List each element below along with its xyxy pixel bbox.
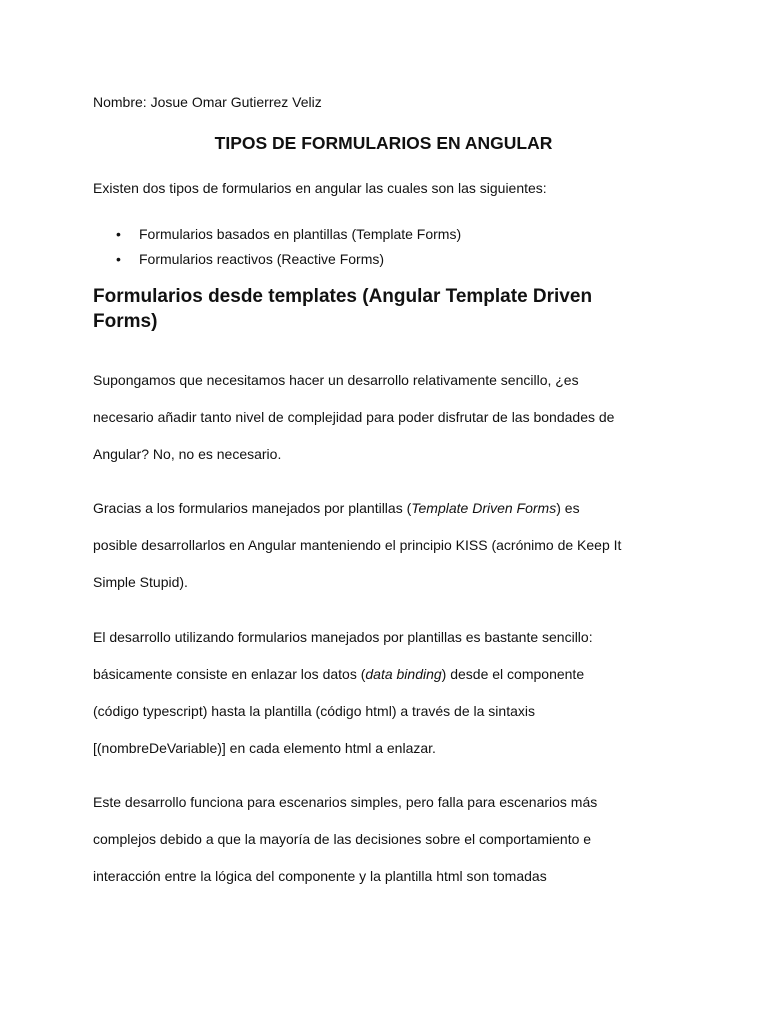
paragraph-line: posible desarrollarlos en Angular manteniendo el principio KISS (acrónimo de Keep It [93,537,622,553]
author-line: Nombre: Josue Omar Gutierrez Veliz [93,94,322,110]
paragraph-3 [93,619,693,767]
document-title: TIPOS DE FORMULARIOS EN ANGULAR [214,133,553,153]
paragraph-2 [93,490,693,601]
paragraph-line [93,656,693,693]
emphasis-text: Template Driven Forms [411,500,557,516]
paragraph-1 [93,362,693,473]
intro-paragraph: Existen dos tipos de formularios en angular las cuales son las siguientes: [93,180,547,196]
bullet-icon: • [116,226,121,242]
paragraph-line: Simple Stupid). [93,574,188,590]
text-run: Gracias a los formularios manejados por plantillas ( [93,500,412,516]
paragraph-line: Este desarrollo funciona para escenarios simples, pero falla para escenarios más [93,794,598,810]
paragraph-line: Angular? No, no es necesario. [93,446,282,462]
bullet-list [93,222,461,272]
list-item [93,247,461,272]
bullet-icon: • [116,251,121,267]
paragraph-line: [(nombreDeVariable)] en cada elemento html a enlazar. [93,740,436,756]
paragraph-line: complejos debido a que la mayoría de las decisiones sobre el comportamiento e [93,831,592,847]
paragraph-4 [93,784,693,895]
paragraph-line: necesario añadir tanto nivel de complejidad para poder disfrutar de las bondades de [93,409,615,425]
list-item-text: Formularios reactivos (Reactive Forms) [139,251,385,267]
paragraph-line [93,490,693,527]
paragraph-line: (código typescript) hasta la plantilla (código html) a través de la sintaxis [93,703,535,719]
list-item-text: Formularios basados en plantillas (Template Forms) [139,226,462,242]
paragraph-line: El desarrollo utilizando formularios manejados por plantillas es bastante sencillo: [93,629,593,645]
paragraph-line: interacción entre la lógica del componente y la plantilla html son tomadas [93,868,547,884]
text-run: ) es [556,500,580,516]
list-item [93,222,461,247]
emphasis-text: data binding [365,666,442,682]
text-run: básicamente consiste en enlazar los datos ( [93,666,366,682]
paragraph-line: Supongamos que necesitamos hacer un desarrollo relativamente sencillo, ¿es [93,372,579,388]
section-heading: Formularios desde templates (Angular Template Driven Forms) [93,286,593,332]
text-run: ) desde el componente [441,666,585,682]
